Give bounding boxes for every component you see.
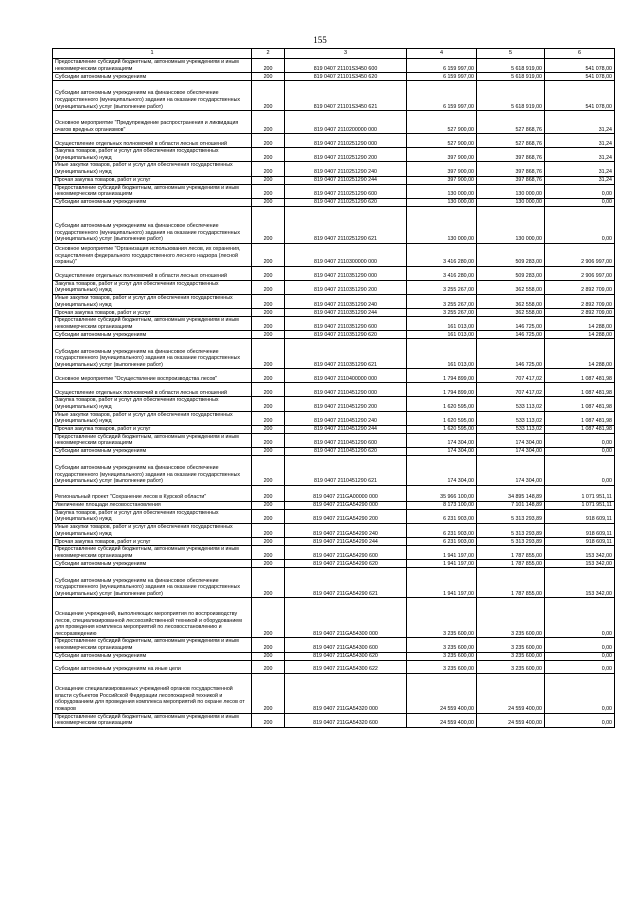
cell-plan: 8 173 100,00 (407, 501, 477, 509)
cell-fact: 5 618 919,00 (477, 59, 545, 73)
header-cell-2: 2 (252, 49, 285, 59)
cell-diff: 31,24 (545, 148, 615, 162)
cell-diff: 0,00 (545, 184, 615, 198)
cell-diff: 0,00 (545, 206, 615, 243)
cell-name: Иные закупки товаров, работ и услуг для обеспечения государственных (муниципальных) нужд (53, 162, 252, 176)
cell-code: 819 0407 2110251290 244 (285, 176, 407, 184)
cell-diff: 1 087 481,98 (545, 411, 615, 425)
cell-vr: 200 (252, 546, 285, 560)
cell-name: Региональный проект "Сохранение лесов в Курской области" (53, 485, 252, 501)
cell-plan: 1 620 595,00 (407, 397, 477, 411)
cell-code: 819 0407 211GA54290 244 (285, 538, 407, 546)
table-row (53, 538, 615, 546)
cell-plan: 3 255 267,00 (407, 294, 477, 308)
cell-code: 819 0407 2110351290 600 (285, 317, 407, 331)
cell-plan: 3 235 600,00 (407, 638, 477, 652)
table-row (53, 331, 615, 339)
table-row (53, 524, 615, 538)
cell-fact: 527 868,76 (477, 134, 545, 148)
cell-vr: 200 (252, 713, 285, 727)
cell-diff: 14 288,00 (545, 317, 615, 331)
cell-code: 819 0407 211GA54320 000 (285, 673, 407, 713)
cell-fact: 527 868,76 (477, 111, 545, 134)
table-row (53, 59, 615, 73)
cell-plan: 24 559 400,00 (407, 713, 477, 727)
cell-vr: 200 (252, 134, 285, 148)
table-row (53, 206, 615, 243)
cell-name: Предоставление субсидий бюджетным, автономным учреждениям и иным некоммерческим организациям (53, 317, 252, 331)
cell-diff: 918 609,11 (545, 509, 615, 523)
cell-name: Закупка товаров, работ и услуг для обеспечения государственных (муниципальных) нужд (53, 280, 252, 294)
table-row (53, 73, 615, 81)
table-row (53, 546, 615, 560)
cell-diff: 153 342,00 (545, 568, 615, 598)
cell-vr: 200 (252, 433, 285, 447)
cell-plan: 527 900,00 (407, 111, 477, 134)
cell-plan: 161 013,00 (407, 317, 477, 331)
cell-plan: 1 941 197,00 (407, 568, 477, 598)
table-row (53, 280, 615, 294)
cell-diff: 1 087 481,98 (545, 397, 615, 411)
cell-vr: 200 (252, 339, 285, 369)
cell-code: 819 0407 2110251290 240 (285, 162, 407, 176)
table-row (53, 198, 615, 206)
cell-diff: 153 342,00 (545, 546, 615, 560)
cell-code: 819 0407 2110351290 621 (285, 339, 407, 369)
cell-vr: 200 (252, 243, 285, 266)
cell-diff: 0,00 (545, 638, 615, 652)
cell-fact: 3 235 600,00 (477, 652, 545, 660)
cell-vr: 200 (252, 447, 285, 455)
cell-plan: 1 620 595,00 (407, 425, 477, 433)
cell-name: Субсидии автономным учреждениям (53, 560, 252, 568)
cell-vr: 200 (252, 206, 285, 243)
table-row (53, 425, 615, 433)
cell-code: 819 0407 21101S3450 600 (285, 59, 407, 73)
cell-name: Закупка товаров, работ и услуг для обеспечения государственных (муниципальных) нужд (53, 397, 252, 411)
table-row (53, 501, 615, 509)
cell-diff: 1 087 481,98 (545, 369, 615, 383)
cell-plan: 3 255 267,00 (407, 280, 477, 294)
cell-diff: 0,00 (545, 598, 615, 638)
cell-code: 819 0407 2110451290 244 (285, 425, 407, 433)
cell-code: 819 0407 2110451290 200 (285, 397, 407, 411)
table-row (53, 111, 615, 134)
cell-fact: 397 868,76 (477, 176, 545, 184)
cell-plan: 174 304,00 (407, 433, 477, 447)
cell-code: 819 0407 2110251290 621 (285, 206, 407, 243)
cell-name: Субсидии автономным учреждениям (53, 447, 252, 455)
cell-code: 819 0407 2110200000 000 (285, 111, 407, 134)
cell-fact: 5 313 293,89 (477, 524, 545, 538)
cell-fact: 130 000,00 (477, 198, 545, 206)
cell-name: Субсидии автономным учреждениям на финансовое обеспечение государственного (муниципального) задания на оказание государственных (муниципальных) услуг (выполнение работ) (53, 455, 252, 485)
cell-vr: 200 (252, 73, 285, 81)
cell-plan: 1 794 899,00 (407, 383, 477, 397)
cell-name: Увеличение площади лесовосстановления (53, 501, 252, 509)
cell-name: Предоставление субсидий бюджетным, автономным учреждениям и иным некоммерческим организациям (53, 546, 252, 560)
cell-fact: 397 868,76 (477, 162, 545, 176)
cell-name: Субсидии автономным учреждениям (53, 198, 252, 206)
cell-name: Прочая закупка товаров, работ и услуг (53, 176, 252, 184)
cell-plan: 6 231 903,00 (407, 538, 477, 546)
cell-fact: 34 895 148,89 (477, 485, 545, 501)
cell-fact: 1 787 855,00 (477, 546, 545, 560)
cell-name: Субсидии автономным учреждениям на иные цели (53, 660, 252, 673)
table-row (53, 447, 615, 455)
cell-vr: 200 (252, 411, 285, 425)
cell-name: Предоставление субсидий бюджетным, автономным учреждениям и иным некоммерческим организациям (53, 184, 252, 198)
cell-fact: 146 725,00 (477, 331, 545, 339)
cell-fact: 707 417,02 (477, 369, 545, 383)
cell-code: 819 0407 211GA54290 620 (285, 560, 407, 568)
cell-fact: 5 313 293,89 (477, 538, 545, 546)
cell-diff: 2 892 709,00 (545, 294, 615, 308)
table-row (53, 317, 615, 331)
table-row (53, 339, 615, 369)
cell-code: 819 0407 2110451290 621 (285, 455, 407, 485)
cell-fact: 24 559 400,00 (477, 673, 545, 713)
cell-vr: 200 (252, 59, 285, 73)
cell-vr: 200 (252, 111, 285, 134)
cell-name: Субсидии автономным учреждениям на финансовое обеспечение государственного (муниципального) задания на оказание государственных (муниципальных) услуг (выполнение работ) (53, 206, 252, 243)
cell-diff: 1 071 951,11 (545, 501, 615, 509)
cell-vr: 200 (252, 652, 285, 660)
cell-vr: 200 (252, 509, 285, 523)
table-row (53, 148, 615, 162)
page-number: 155 (313, 35, 327, 45)
cell-vr: 200 (252, 198, 285, 206)
header-cell-3: 3 (285, 49, 407, 59)
cell-name: Предоставление субсидий бюджетным, автономным учреждениям и иным некоммерческим организациям (53, 433, 252, 447)
cell-vr: 200 (252, 309, 285, 317)
cell-name: Осуществление отдельных полномочий в области лесных отношений (53, 383, 252, 397)
cell-code: 819 0407 2110251290 620 (285, 198, 407, 206)
cell-name: Основное мероприятие "Организация использования лесов, их охранения, осуществления федерального государственного лесного надзора (лесной охраны)" (53, 243, 252, 266)
cell-vr: 200 (252, 538, 285, 546)
cell-code: 819 0407 2110351290 244 (285, 309, 407, 317)
cell-code: 819 0407 2110351290 240 (285, 294, 407, 308)
cell-fact: 5 313 293,89 (477, 509, 545, 523)
cell-vr: 200 (252, 425, 285, 433)
cell-plan: 35 966 100,00 (407, 485, 477, 501)
cell-fact: 1 787 855,00 (477, 568, 545, 598)
cell-fact: 7 101 148,89 (477, 501, 545, 509)
cell-plan: 6 231 903,00 (407, 524, 477, 538)
cell-fact: 707 417,02 (477, 383, 545, 397)
cell-code: 819 0407 21101S3450 620 (285, 73, 407, 81)
cell-plan: 174 304,00 (407, 455, 477, 485)
cell-fact: 362 558,00 (477, 294, 545, 308)
cell-code: 819 0407 211GA54290 240 (285, 524, 407, 538)
cell-plan: 130 000,00 (407, 184, 477, 198)
table-row (53, 81, 615, 111)
cell-code: 819 0407 2110451290 600 (285, 433, 407, 447)
cell-diff: 1 087 481,98 (545, 383, 615, 397)
cell-code: 819 0407 2110300000 000 (285, 243, 407, 266)
cell-code: 819 0407 211GA54300 620 (285, 652, 407, 660)
cell-diff: 0,00 (545, 447, 615, 455)
cell-name: Субсидии автономным учреждениям на финансовое обеспечение государственного (муниципального) задания на оказание государственных (муниципальных) услуг (выполнение работ) (53, 339, 252, 369)
cell-vr: 200 (252, 568, 285, 598)
table-row (53, 134, 615, 148)
table-row (53, 713, 615, 727)
cell-fact: 130 000,00 (477, 206, 545, 243)
cell-code: 819 0407 2110351290 000 (285, 266, 407, 280)
cell-vr: 200 (252, 560, 285, 568)
cell-name: Субсидии автономным учреждениям (53, 331, 252, 339)
cell-code: 819 0407 2110451290 620 (285, 447, 407, 455)
table-row (53, 294, 615, 308)
cell-plan: 6 159 997,00 (407, 59, 477, 73)
cell-vr: 200 (252, 148, 285, 162)
cell-diff: 31,24 (545, 111, 615, 134)
cell-name: Основное мероприятие "Осуществление воспроизводства лесов" (53, 369, 252, 383)
cell-code: 819 0407 2110451290 240 (285, 411, 407, 425)
cell-name: Осуществление отдельных полномочий в области лесных отношений (53, 134, 252, 148)
cell-diff: 31,24 (545, 134, 615, 148)
cell-plan: 130 000,00 (407, 206, 477, 243)
cell-diff: 1 071 951,11 (545, 485, 615, 501)
cell-diff: 153 342,00 (545, 560, 615, 568)
cell-fact: 174 304,00 (477, 455, 545, 485)
cell-fact: 130 000,00 (477, 184, 545, 198)
cell-code: 819 0407 2110251290 000 (285, 134, 407, 148)
cell-fact: 533 113,02 (477, 397, 545, 411)
cell-name: Предоставление субсидий бюджетным, автономным учреждениям и иным некоммерческим организациям (53, 713, 252, 727)
cell-code: 819 0407 211GA54290 600 (285, 546, 407, 560)
table-row (53, 455, 615, 485)
cell-plan: 3 235 600,00 (407, 598, 477, 638)
table-row (53, 568, 615, 598)
cell-fact: 509 283,00 (477, 266, 545, 280)
cell-code: 819 0407 211GA54290 200 (285, 509, 407, 523)
cell-vr: 200 (252, 638, 285, 652)
cell-plan: 6 159 997,00 (407, 81, 477, 111)
cell-vr: 200 (252, 294, 285, 308)
table-row (53, 598, 615, 638)
cell-vr: 200 (252, 184, 285, 198)
cell-plan: 1 620 595,00 (407, 411, 477, 425)
cell-plan: 3 235 600,00 (407, 660, 477, 673)
cell-name: Иные закупки товаров, работ и услуг для обеспечения государственных (муниципальных) нужд (53, 411, 252, 425)
cell-code: 819 0407 21101S3450 621 (285, 81, 407, 111)
cell-fact: 362 558,00 (477, 309, 545, 317)
cell-plan: 397 900,00 (407, 148, 477, 162)
cell-diff: 918 609,11 (545, 524, 615, 538)
cell-name: Субсидии автономным учреждениям (53, 652, 252, 660)
table-row (53, 184, 615, 198)
cell-code: 819 0407 2110400000 000 (285, 369, 407, 383)
cell-diff: 0,00 (545, 660, 615, 673)
cell-fact: 3 235 600,00 (477, 638, 545, 652)
header-cell-5: 5 (477, 49, 545, 59)
header-row (53, 49, 615, 59)
cell-diff: 0,00 (545, 198, 615, 206)
table-row (53, 383, 615, 397)
cell-fact: 533 113,02 (477, 425, 545, 433)
cell-vr: 200 (252, 660, 285, 673)
cell-fact: 3 235 600,00 (477, 660, 545, 673)
table-row (53, 266, 615, 280)
cell-fact: 174 304,00 (477, 433, 545, 447)
cell-code: 819 0407 211GA54290 621 (285, 568, 407, 598)
cell-vr: 200 (252, 317, 285, 331)
cell-plan: 3 255 267,00 (407, 309, 477, 317)
table-row (53, 652, 615, 660)
table-row (53, 433, 615, 447)
cell-name: Оснащение учреждений, выполняющих мероприятия по воспроизводству лесов, специализированной лесохозяйственной техникой и оборудованием для проведения комплекса мероприятий по лесовосстановлению и лесоразведению (53, 598, 252, 638)
budget-table (52, 48, 615, 728)
cell-name: Оснащение специализированных учреждений органов государственной власти субъектов Российской Федерации лесопожарной техникой и оборудованием для проведения комплекса мероприятий по охране лесов от пожаров (53, 673, 252, 713)
header-cell-6: 6 (545, 49, 615, 59)
cell-diff: 541 078,00 (545, 73, 615, 81)
cell-diff: 31,24 (545, 176, 615, 184)
cell-plan: 3 416 280,00 (407, 243, 477, 266)
cell-fact: 174 304,00 (477, 447, 545, 455)
cell-name: Субсидии автономным учреждениям на финансовое обеспечение государственного (муниципального) задания на оказание государственных (муниципальных) услуг (выполнение работ) (53, 568, 252, 598)
cell-plan: 130 000,00 (407, 198, 477, 206)
cell-vr: 200 (252, 369, 285, 383)
cell-plan: 397 900,00 (407, 162, 477, 176)
cell-fact: 146 725,00 (477, 317, 545, 331)
cell-code: 819 0407 211GA54300 622 (285, 660, 407, 673)
cell-diff: 541 078,00 (545, 59, 615, 73)
cell-name: Иные закупки товаров, работ и услуг для обеспечения государственных (муниципальных) нужд (53, 294, 252, 308)
cell-diff: 2 892 709,00 (545, 280, 615, 294)
cell-plan: 1 941 197,00 (407, 546, 477, 560)
cell-diff: 31,24 (545, 162, 615, 176)
table-row (53, 369, 615, 383)
table-row (53, 638, 615, 652)
cell-plan: 1 941 197,00 (407, 560, 477, 568)
cell-diff: 541 078,00 (545, 81, 615, 111)
cell-vr: 200 (252, 524, 285, 538)
cell-fact: 397 868,76 (477, 148, 545, 162)
cell-vr: 200 (252, 598, 285, 638)
cell-diff: 0,00 (545, 433, 615, 447)
cell-name: Основное мероприятие "Предупреждение распространения и ликвидация очагов вредных организмов" (53, 111, 252, 134)
cell-plan: 397 900,00 (407, 176, 477, 184)
table-row (53, 660, 615, 673)
cell-plan: 527 900,00 (407, 134, 477, 148)
cell-plan: 161 013,00 (407, 331, 477, 339)
cell-vr: 200 (252, 331, 285, 339)
cell-plan: 174 304,00 (407, 447, 477, 455)
cell-vr: 200 (252, 81, 285, 111)
cell-diff: 14 288,00 (545, 331, 615, 339)
table-body (53, 49, 615, 728)
cell-fact: 509 283,00 (477, 243, 545, 266)
cell-code: 819 0407 211GA54300 600 (285, 638, 407, 652)
header-cell-4: 4 (407, 49, 477, 59)
cell-vr: 200 (252, 176, 285, 184)
cell-vr: 200 (252, 501, 285, 509)
cell-vr: 200 (252, 455, 285, 485)
table-row (53, 243, 615, 266)
table-row (53, 560, 615, 568)
cell-code: 819 0407 211GA00000 000 (285, 485, 407, 501)
table-row (53, 485, 615, 501)
cell-plan: 6 159 997,00 (407, 73, 477, 81)
cell-plan: 6 231 903,00 (407, 509, 477, 523)
cell-name: Субсидии автономным учреждениям на финансовое обеспечение государственного (муниципального) задания на оказание государственных (муниципальных) услуг (выполнение работ) (53, 81, 252, 111)
cell-diff: 0,00 (545, 455, 615, 485)
cell-diff: 1 087 481,98 (545, 425, 615, 433)
cell-code: 819 0407 2110451290 000 (285, 383, 407, 397)
cell-diff: 14 288,00 (545, 339, 615, 369)
cell-code: 819 0407 211GA54290 000 (285, 501, 407, 509)
cell-plan: 3 416 280,00 (407, 266, 477, 280)
cell-name: Прочая закупка товаров, работ и услуг (53, 425, 252, 433)
cell-fact: 24 559 400,00 (477, 713, 545, 727)
cell-plan: 24 559 400,00 (407, 673, 477, 713)
cell-diff: 2 892 709,00 (545, 309, 615, 317)
cell-vr: 200 (252, 280, 285, 294)
table-row (53, 176, 615, 184)
cell-plan: 1 794 899,00 (407, 369, 477, 383)
cell-name: Субсидии автономным учреждениям (53, 73, 252, 81)
cell-name: Прочая закупка товаров, работ и услуг (53, 309, 252, 317)
cell-name: Осуществление отдельных полномочий в области лесных отношений (53, 266, 252, 280)
cell-diff: 0,00 (545, 652, 615, 660)
cell-code: 819 0407 2110251290 200 (285, 148, 407, 162)
cell-code: 819 0407 211GA54300 000 (285, 598, 407, 638)
header-cell-1: 1 (53, 49, 252, 59)
cell-fact: 1 787 855,00 (477, 560, 545, 568)
cell-fact: 3 235 600,00 (477, 598, 545, 638)
cell-vr: 200 (252, 266, 285, 280)
table-row (53, 411, 615, 425)
cell-vr: 200 (252, 673, 285, 713)
cell-vr: 200 (252, 485, 285, 501)
cell-plan: 3 235 600,00 (407, 652, 477, 660)
table-row (53, 397, 615, 411)
cell-code: 819 0407 211GA54320 600 (285, 713, 407, 727)
cell-fact: 362 558,00 (477, 280, 545, 294)
cell-fact: 146 725,00 (477, 339, 545, 369)
cell-diff: 0,00 (545, 673, 615, 713)
cell-code: 819 0407 2110351290 620 (285, 331, 407, 339)
cell-fact: 5 618 919,00 (477, 73, 545, 81)
cell-diff: 2 906 997,00 (545, 243, 615, 266)
cell-name: Прочая закупка товаров, работ и услуг (53, 538, 252, 546)
cell-diff: 918 609,11 (545, 538, 615, 546)
cell-plan: 161 013,00 (407, 339, 477, 369)
cell-vr: 200 (252, 397, 285, 411)
cell-diff: 2 906 997,00 (545, 266, 615, 280)
cell-name: Закупка товаров, работ и услуг для обеспечения государственных (муниципальных) нужд (53, 148, 252, 162)
cell-name: Предоставление субсидий бюджетным, автономным учреждениям и иным некоммерческим организациям (53, 638, 252, 652)
table-row (53, 309, 615, 317)
table-row (53, 509, 615, 523)
cell-vr: 200 (252, 162, 285, 176)
table-row (53, 162, 615, 176)
cell-fact: 5 618 919,00 (477, 81, 545, 111)
cell-name: Предоставление субсидий бюджетным, автономным учреждениям и иным некоммерческим организациям (53, 59, 252, 73)
cell-code: 819 0407 2110251290 600 (285, 184, 407, 198)
cell-fact: 533 113,02 (477, 411, 545, 425)
table-row (53, 673, 615, 713)
cell-name: Закупка товаров, работ и услуг для обеспечения государственных (муниципальных) нужд (53, 509, 252, 523)
cell-code: 819 0407 2110351290 200 (285, 280, 407, 294)
cell-diff: 0,00 (545, 713, 615, 727)
cell-name: Иные закупки товаров, работ и услуг для обеспечения государственных (муниципальных) нужд (53, 524, 252, 538)
cell-vr: 200 (252, 383, 285, 397)
